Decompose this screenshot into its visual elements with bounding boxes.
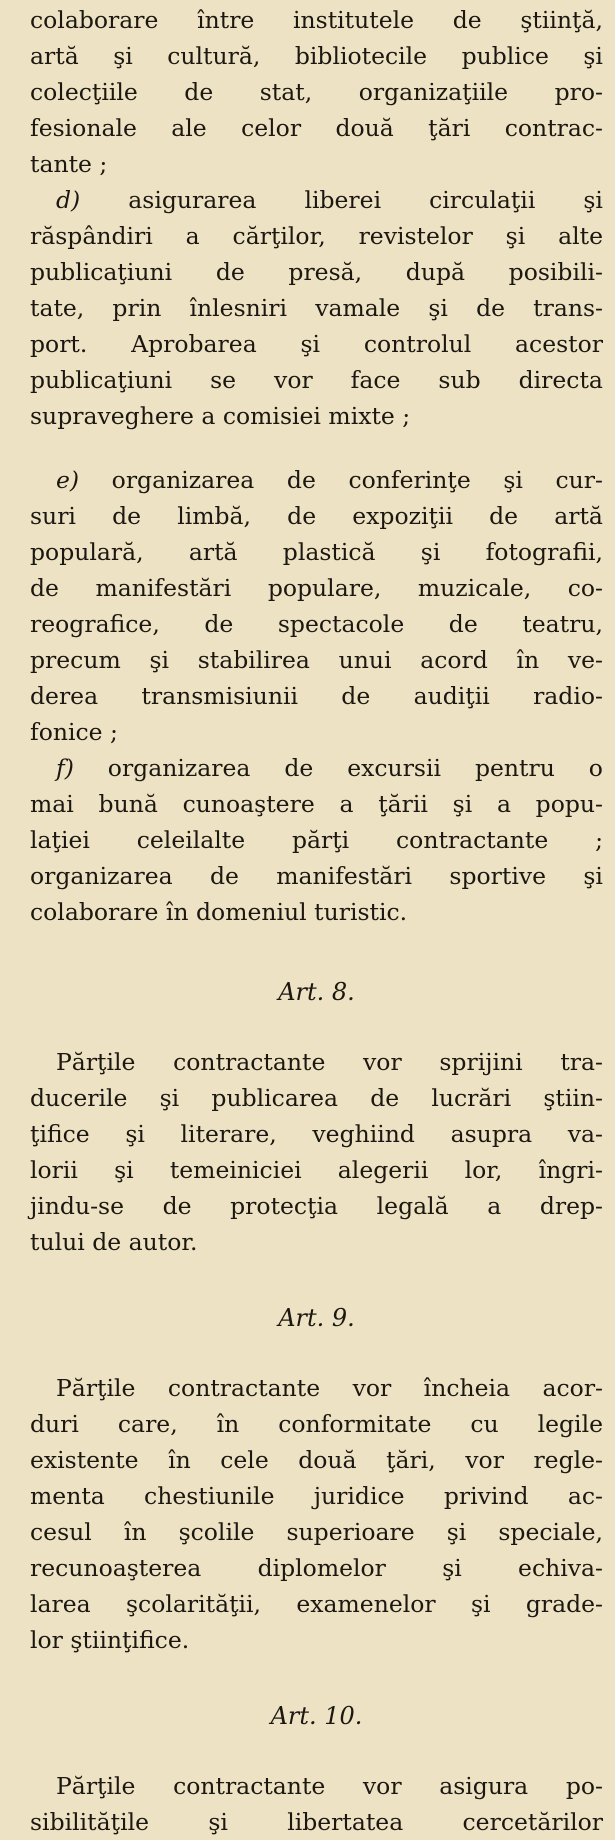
text-line: colaborare în domeniul turistic. — [30, 898, 408, 926]
word: organizarea — [107, 754, 251, 782]
word: unui — [338, 646, 392, 674]
text-line — [30, 326, 603, 362]
word: ale — [171, 114, 207, 142]
word: diplomelor — [257, 1554, 386, 1582]
word: cu — [470, 1410, 499, 1438]
word: tra- — [560, 1048, 603, 1076]
article-8-body — [30, 1044, 603, 1260]
text-line: supraveghere a comisiei mixte ; — [30, 402, 411, 430]
word: şi — [208, 1808, 228, 1836]
word: două — [335, 114, 394, 142]
word: ducerile — [30, 1084, 128, 1112]
word: de — [370, 1084, 400, 1112]
word: Aprobarea — [131, 330, 257, 358]
word: asigurarea — [128, 186, 257, 214]
word: cesul — [30, 1518, 92, 1546]
word: ţării — [378, 790, 428, 818]
article-heading: Art. 10. — [270, 1702, 363, 1730]
word: face — [350, 366, 401, 394]
text-line — [30, 182, 603, 218]
word: cunoaştere — [182, 790, 315, 818]
word: lorii — [30, 1156, 78, 1184]
text-line — [30, 110, 603, 146]
word: drep- — [539, 1192, 603, 1220]
word: înlesniri — [189, 294, 288, 322]
word: protecţia — [230, 1192, 339, 1220]
word: şi — [583, 42, 603, 70]
word: organizarea — [111, 466, 255, 494]
word: Părţile — [56, 1048, 136, 1076]
word: ve- — [567, 646, 603, 674]
word: şi — [583, 186, 603, 214]
word: vamale — [315, 294, 401, 322]
word: sprijini — [439, 1048, 523, 1076]
word: speciale, — [498, 1518, 603, 1546]
word: Părţile — [56, 1772, 136, 1800]
text-line — [30, 1044, 603, 1080]
word: sub — [438, 366, 481, 394]
word: literare, — [180, 1120, 277, 1148]
word: a — [487, 1192, 502, 1220]
word: ; — [595, 826, 603, 854]
text-line: tului de autor. — [30, 1228, 198, 1256]
text-line — [30, 218, 603, 254]
item-letter: f) — [56, 754, 74, 782]
word: existente — [30, 1446, 139, 1474]
word: chestiunile — [144, 1482, 275, 1510]
word: legile — [537, 1410, 603, 1438]
word: artă — [554, 502, 603, 530]
word: examenelor — [296, 1590, 436, 1618]
word: liberei — [304, 186, 382, 214]
word: va- — [567, 1120, 603, 1148]
word: a — [339, 790, 354, 818]
text-line: tante ; — [30, 150, 108, 178]
text-line — [30, 1080, 603, 1116]
word: ţări — [428, 114, 471, 142]
word: şi — [114, 1156, 134, 1184]
word: vor — [363, 1048, 402, 1076]
word: revistelor — [358, 222, 473, 250]
word: laţiei — [30, 826, 90, 854]
word: artă — [188, 538, 238, 566]
word: artă — [30, 42, 79, 70]
word: şi — [300, 330, 321, 358]
word: contractante — [396, 826, 549, 854]
item-e — [30, 462, 603, 750]
item-d — [30, 182, 603, 434]
word: colaborare — [30, 6, 159, 34]
word: două — [298, 1446, 357, 1474]
word: conferinţe — [348, 466, 471, 494]
word: muzicale, — [417, 574, 532, 602]
word: posibili- — [508, 258, 603, 286]
word: de — [204, 610, 234, 638]
word: regle- — [533, 1446, 603, 1474]
word: plastică — [282, 538, 376, 566]
word: circulaţii — [429, 186, 536, 214]
word: popu- — [535, 790, 603, 818]
word: reografice, — [30, 610, 160, 638]
word: grade- — [525, 1590, 603, 1618]
word: celeilalte — [136, 826, 246, 854]
word: şi — [470, 1590, 491, 1618]
word: excursii — [347, 754, 442, 782]
word: de — [162, 1192, 192, 1220]
word: publice — [461, 42, 549, 70]
word: privind — [443, 1482, 529, 1510]
text-line — [30, 362, 603, 398]
text-line — [30, 1152, 603, 1188]
word: şi — [503, 466, 523, 494]
word: publicaţiuni — [30, 366, 173, 394]
word: acor- — [542, 1374, 603, 1402]
text-line — [30, 38, 603, 74]
word: sibilităţile — [30, 1808, 150, 1836]
word: fotografii, — [485, 538, 603, 566]
word: po- — [565, 1772, 603, 1800]
word: după — [405, 258, 466, 286]
word: populară, — [30, 538, 144, 566]
word: cele — [220, 1446, 269, 1474]
word: de — [287, 502, 317, 530]
word: teatru, — [522, 610, 603, 638]
word: şi — [420, 538, 441, 566]
word: o — [588, 754, 603, 782]
word: în — [216, 1410, 240, 1438]
word: şi — [446, 1518, 467, 1546]
word: părţi — [291, 826, 350, 854]
word: trans- — [533, 294, 603, 322]
word: contractante — [173, 1048, 326, 1076]
word: superioare — [286, 1518, 415, 1546]
word: prin — [112, 294, 162, 322]
text-line — [30, 1768, 603, 1804]
text-line — [30, 822, 603, 858]
word: recunoaşterea — [30, 1554, 202, 1582]
word: în — [516, 646, 540, 674]
text-line — [30, 1586, 603, 1622]
word: şcolile — [178, 1518, 255, 1546]
word: şi — [428, 294, 448, 322]
word: în — [168, 1446, 191, 1474]
text-line — [30, 642, 603, 678]
word: derea — [30, 682, 99, 710]
word: îngri- — [538, 1156, 603, 1184]
word: juridice — [313, 1482, 405, 1510]
text-line — [30, 678, 603, 714]
word: şi — [149, 646, 170, 674]
word: şcolarităţii, — [125, 1590, 262, 1618]
word: audiţii — [413, 682, 490, 710]
word: colecţiile — [30, 78, 138, 106]
word: cultură, — [167, 42, 261, 70]
word: libertatea — [287, 1808, 404, 1836]
word: suri — [30, 502, 76, 530]
word: asupra — [450, 1120, 533, 1148]
article-9-body — [30, 1370, 603, 1658]
word: de — [476, 294, 506, 322]
text-line — [30, 1550, 603, 1586]
word: manifestări — [95, 574, 232, 602]
word: asigura — [439, 1772, 529, 1800]
word: cărţilor, — [232, 222, 326, 250]
word: bibliotecile — [294, 42, 428, 70]
word: temeiniciei — [169, 1156, 302, 1184]
article-10-body — [30, 1768, 603, 1840]
word: presă, — [288, 258, 363, 286]
text-line — [30, 498, 603, 534]
text-line — [30, 534, 603, 570]
word: sportive — [449, 862, 547, 890]
word: organizarea — [30, 862, 173, 890]
word: transmisiunii — [141, 682, 298, 710]
word: port. — [30, 330, 88, 358]
text-line — [30, 858, 603, 894]
word: controlul — [363, 330, 472, 358]
word: şi — [113, 42, 133, 70]
word: contractante — [167, 1374, 321, 1402]
word: răspândiri — [30, 222, 153, 250]
word: jindu-se — [30, 1192, 125, 1220]
word: mai — [30, 790, 74, 818]
word: larea — [30, 1590, 91, 1618]
word: de — [448, 610, 478, 638]
word: de — [30, 574, 59, 602]
word: contrac- — [504, 114, 603, 142]
word: vor — [465, 1446, 504, 1474]
word: publicarea — [211, 1084, 338, 1112]
word: în — [123, 1518, 147, 1546]
word: de — [341, 682, 371, 710]
word: populare, — [267, 574, 382, 602]
article-heading: Art. 9. — [278, 1304, 355, 1332]
word: de — [284, 754, 314, 782]
word: ştiinţă, — [520, 6, 603, 34]
item-f — [30, 750, 603, 930]
word: alte — [558, 222, 603, 250]
word: ac- — [567, 1482, 603, 1510]
word: fesionale — [30, 114, 137, 142]
word: institutele — [293, 6, 415, 34]
text-line — [30, 1406, 603, 1442]
text-line — [30, 254, 603, 290]
word: de — [184, 78, 214, 106]
text-line: lor ştiinţifice. — [30, 1626, 190, 1654]
item-letter: e) — [56, 466, 80, 494]
word: care, — [117, 1410, 178, 1438]
text-line — [30, 2, 603, 38]
word: a — [185, 222, 200, 250]
word: lor, — [464, 1156, 503, 1184]
word: se — [210, 366, 237, 394]
word: încheia — [423, 1374, 511, 1402]
word: cur- — [555, 466, 603, 494]
intro-paragraph — [30, 2, 603, 182]
word: acord — [420, 646, 488, 674]
word: stabilirea — [197, 646, 310, 674]
word: alegerii — [337, 1156, 429, 1184]
word: spectacole — [277, 610, 405, 638]
text-line — [30, 750, 603, 786]
word: lucrări — [431, 1084, 512, 1112]
word: directa — [518, 366, 603, 394]
word: vor — [362, 1772, 402, 1800]
word: duri — [30, 1410, 79, 1438]
word: ţări, — [386, 1446, 436, 1474]
word: co- — [567, 574, 603, 602]
paragraph-gap — [30, 434, 603, 462]
word: vor — [352, 1374, 392, 1402]
word: ţifice — [30, 1120, 90, 1148]
word: ştiin- — [543, 1084, 603, 1112]
word: expoziţii — [352, 502, 453, 530]
word: şi — [505, 222, 526, 250]
text-line — [30, 462, 603, 498]
text-line — [30, 1116, 603, 1152]
word: de — [112, 502, 142, 530]
word: între — [197, 6, 255, 34]
word: şi — [159, 1084, 180, 1112]
item-letter: d) — [56, 186, 81, 214]
word: de — [452, 6, 482, 34]
word: organizaţiile — [358, 78, 509, 106]
word: acestor — [515, 330, 603, 358]
word: şi — [583, 862, 603, 890]
word: precum — [30, 646, 121, 674]
word: de — [489, 502, 519, 530]
word: Părţile — [56, 1374, 136, 1402]
word: echiva- — [518, 1554, 603, 1582]
word: şi — [125, 1120, 145, 1148]
word: bună — [98, 790, 158, 818]
word: de — [286, 466, 316, 494]
word: tate, — [30, 294, 85, 322]
word: şi — [452, 790, 473, 818]
word: şi — [442, 1554, 462, 1582]
word: a — [496, 790, 511, 818]
text-line — [30, 570, 603, 606]
word: celor — [241, 114, 302, 142]
text-line — [30, 1804, 603, 1840]
article-heading: Art. 8. — [278, 978, 355, 1006]
text-line — [30, 290, 603, 326]
text-line — [30, 1370, 603, 1406]
word: menta — [30, 1482, 105, 1510]
text-line: fonice ; — [30, 718, 118, 746]
word: publicaţiuni — [30, 258, 173, 286]
text-line — [30, 1514, 603, 1550]
text-line — [30, 1188, 603, 1224]
text-line — [30, 606, 603, 642]
word: legală — [376, 1192, 449, 1220]
word: cercetărilor — [462, 1808, 603, 1836]
word: de — [209, 862, 239, 890]
word: contractante — [173, 1772, 326, 1800]
word: radio- — [533, 682, 603, 710]
word: pro- — [554, 78, 603, 106]
text-line — [30, 1442, 603, 1478]
word: conformitate — [278, 1410, 432, 1438]
word: manifestări — [276, 862, 413, 890]
text-line — [30, 74, 603, 110]
text-line — [30, 786, 603, 822]
word: limbă, — [177, 502, 252, 530]
text-line — [30, 1478, 603, 1514]
word: vor — [274, 366, 313, 394]
word: pentru — [474, 754, 555, 782]
word: veghiind — [312, 1120, 415, 1148]
word: stat, — [259, 78, 313, 106]
word: de — [215, 258, 245, 286]
